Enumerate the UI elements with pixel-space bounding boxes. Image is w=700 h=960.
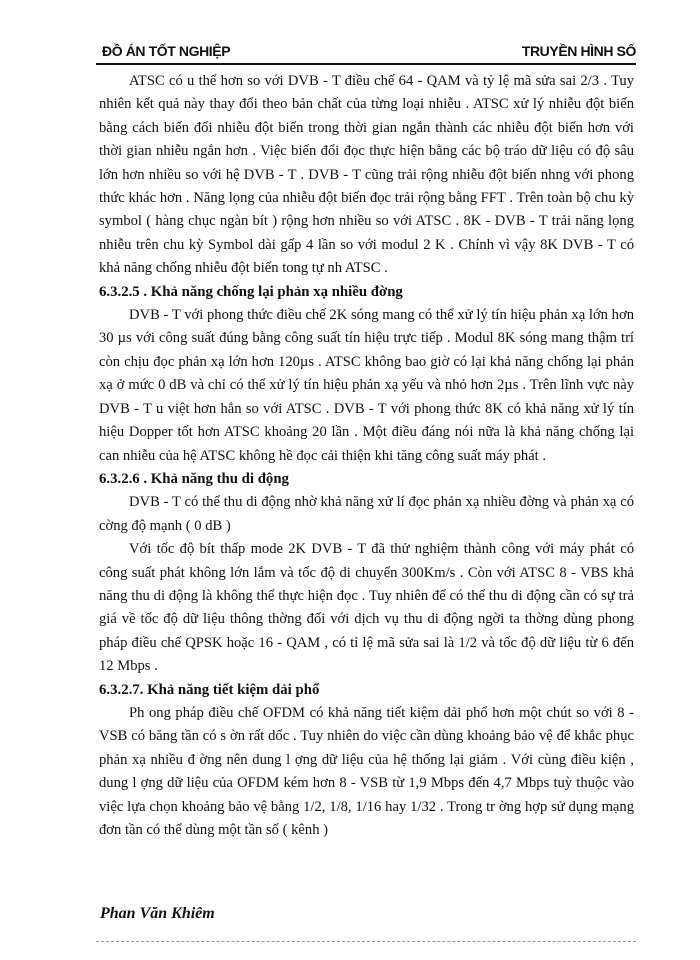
section-heading-6-3-2-5: 6.3.2.5 . Khả năng chống lại phản xạ nhiều đờng [99,283,403,300]
header-topic-title: TRUYỀN HÌNH SỐ [521,43,636,59]
footer-divider [96,941,636,942]
footer-author-signature: Phan Văn Khiêm [100,905,215,922]
page-header [96,43,636,63]
paragraph-multipath: DVB - T với phong thức điều chế 2K sóng mang có thể xử lý tín hiệu phản xạ lớn hơn 30 µs với công suất đúng bằng công suất tín hiệu trực tiếp . Modul 8K sóng mang thậm trí còn chịu đọc phản xạ lớn hơn 120µs . ATSC không bao giờ có lại khả năng chống lại phản xạ ở mức 0 dB và chỉ có thể xử lý tín hiệu phản xạ yếu và nhỏ hơn 2µs . Trên lĩnh vực này DVB - T u việt hơn hẳn so với ATSC . DVB - T với phong thức 8K có khả năng xử lý tín hiệu Dopper tốt hơn ATSC khoảng 20 lần . Một điều đáng nói nữa là khả năng chống lại can nhiễu của hệ ATSC không hề đọc cải thiện khi tăng công suất máy phát . [99,307,634,464]
paragraph-atsc-noise: ATSC có u thế hơn so với DVB - T điều chế 64 - QAM và tỷ lệ mã sửa sai 2/3 . Tuy nhiên kết quả này thay đổi theo bản chất của từng loại nhiễu . ATSC xử lý nhiễu đột biến bằng cách biến đổi nhiễu đột biến trong thời gian ngắn thành các nhiễu đột biến hơn với thời gian nhiễu ngắn hơn . Việc biến đổi đọc thực hiện bằng các bộ tráo dữ liệu có độ sâu lớn hơn nhiều so với hệ DVB - T . DVB - T cũng trải rộng nhiễu đột biến nhng với phong thức khác hơn . Năng lọng của nhiễu đột biến đọc trải rộng bằng FFT . Trên toàn bộ chu kỳ symbol ( hàng chục ngàn bít ) rộng hơn nhiều so với ATSC . 8K - DVB - T trải năng lọng nhiễu trên chu kỳ Symbol dài gấp 4 lần so với modul 2 K . Chính vì vậy 8K DVB - T có khả năng chống nhiễu đột biến tong tự nh ATSC . [99,73,634,277]
section-heading-6-3-2-7: 6.3.2.7. Khả năng tiết kiệm dải phổ [99,681,320,698]
header-divider [96,63,636,65]
paragraph-mobile-1: DVB - T có thể thu di động nhờ khả năng xử lí đọc phản xạ nhiều đờng và phản xạ có cờng độ mạnh ( 0 dB ) [99,494,634,534]
paragraph-spectrum: Ph ong pháp điều chế OFDM có khả năng tiết kiệm dải phổ hơn một chút so với 8 - VSB có băng tần có s ờn rất dốc . Tuy nhiên do việc cần dùng khoảng bảo vệ để khắc phục phản xạ nhiều đ ờng nên dung l ợng dữ liệu của hệ thống lại giảm . Với cùng điều kiện , dung l ợng dữ liệu của OFDM kém hơn 8 - VSB từ 1,9 Mbps đến 4,7 Mbps tuỳ thuộc vào việc lựa chọn khoảng bảo vệ bằng 1/2, 1/8, 1/16 hay 1/32 . Trong tr ờng hợp sử dụng mạng đơn tần có thể dùng một tần số ( kênh ) [99,704,634,838]
document-body [99,70,634,842]
section-heading-6-3-2-6: 6.3.2.6 . Khả năng thu di động [99,470,289,487]
paragraph-mobile-2: Với tốc độ bít thấp mode 2K DVB - T đã thử nghiệm thành công với máy phát có công suất phát không lớn lắm và tốc độ di chuyển 300Km/s . Còn với ATSC 8 - VBS khả năng thu di động là không thể thực hiện đọc . Tuy nhiên để có thể thu di động cần có sự trả giá về tốc độ dữ liệu thông thờng đối với dịch vụ thu di động ngời ta thờng dùng phong pháp điều chế QPSK hoặc 16 - QAM , có tỉ lệ mã sửa sai là 1/2 và tốc độ dữ liệu từ 6 đến 12 Mbps . [99,541,634,675]
header-thesis-title: ĐỒ ÁN TỐT NGHIỆP [102,43,231,59]
